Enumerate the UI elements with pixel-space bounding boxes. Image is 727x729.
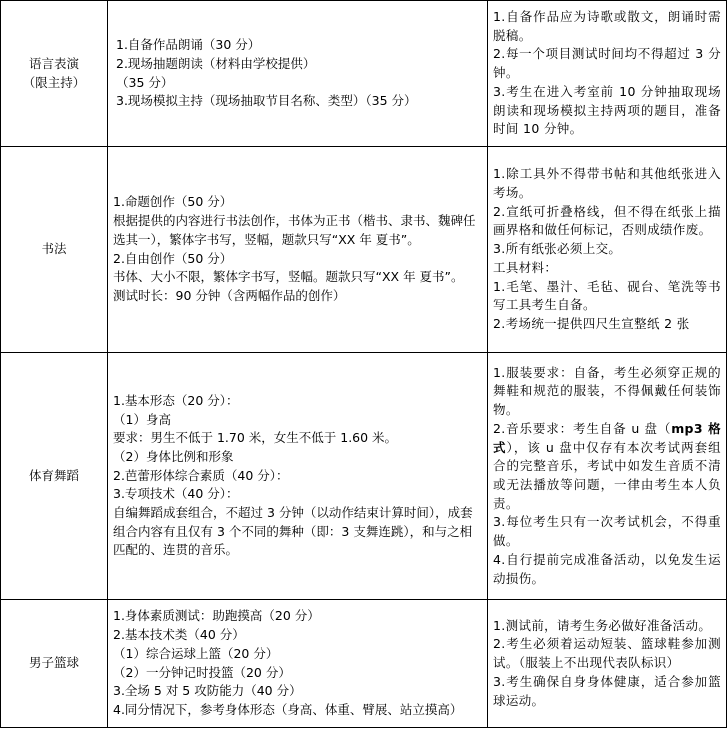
content-line: 要求：男生不低于 1.70 米，女生不低于 1.60 米。 xyxy=(113,430,398,446)
category-cell xyxy=(1,600,108,728)
category-cell xyxy=(1,147,108,353)
content-line: 测试时长：90 分钟（含两幅作品的创作） xyxy=(113,287,346,303)
requirement-line: 2.考生必须着运动短装、篮球鞋参加测试。（服装上不出现代表队标识） xyxy=(493,636,721,671)
content-line: 4.同分情况下，参考身体形态（身高、体重、臂展、站立摸高） xyxy=(113,701,463,717)
requirement-line: 1.测试前，请考生务必做好准备活动。 xyxy=(493,617,712,633)
content-line: 根据提供的内容进行书法创作，书体为正书（楷书、隶书、魏碑任选其一），繁体字书写，竖幅，题款只写“XX 年 夏书”。 xyxy=(113,213,476,247)
requirement-text: ），该 u 盘中仅存有本次考试两套组合的完整音乐，考试中如发生音质不清或无法播放等问题，一律由考生本人负责。 xyxy=(493,439,721,511)
table-row xyxy=(1,353,727,600)
content-line: 3.现场模拟主持（现场抽取节目名称、类型）（35 分） xyxy=(116,93,417,109)
requirement-line: 工具材料： xyxy=(493,259,558,275)
content-line: （1）综合运球上篮（20 分） xyxy=(113,645,279,661)
content-line: 3.专项技术（40 分）： xyxy=(113,486,239,502)
table-row xyxy=(1,600,727,728)
requirements-cell xyxy=(488,147,727,353)
content-cell xyxy=(108,1,488,147)
requirement-line: 3.每位考生只有一次考试机会，不得重做。 xyxy=(493,514,721,549)
requirement-line: 1.服装要求：自备，考生必须穿正规的舞鞋和规范的服装，不得佩戴任何装饰物。 xyxy=(493,364,721,418)
requirement-line: 2.每一个项目测试时间均不得超过 3 分钟。 xyxy=(493,46,721,81)
content-line: 2.现场抽题朗读（材料由学校提供） xyxy=(116,55,316,71)
requirements-cell xyxy=(488,600,727,728)
content-cell xyxy=(108,353,488,600)
content-line: （2）一分钟记时投篮（20 分） xyxy=(113,664,291,680)
content-cell xyxy=(108,147,488,353)
requirements-cell xyxy=(488,1,727,147)
requirement-line: 3.所有纸张必须上交。 xyxy=(493,241,622,257)
content-line: 1.基本形态（20 分）： xyxy=(113,392,239,408)
table-row xyxy=(1,147,727,353)
category-label: 体育舞蹈 xyxy=(28,467,79,483)
requirement-line: 1.毛笔、墨汁、毛毡、砚台、笔洗等书写工具考生自备。 xyxy=(493,278,721,313)
content-line: 1.身体素质测试：助跑摸高（20 分） xyxy=(113,608,320,624)
category-label: 男子篮球 xyxy=(28,655,79,671)
content-line: （35 分） xyxy=(116,74,174,90)
requirement-line: 3.考生确保自身身体健康，适合参加篮球运动。 xyxy=(493,673,721,708)
category-sublabel: （限主持） xyxy=(22,74,86,90)
requirement-line: 3.考生在进入考室前 10 分钟抽取现场朗读和现场模拟主持两项的题目，准备时间 10 分钟。 xyxy=(493,83,721,137)
category-cell xyxy=(1,353,108,600)
content-cell xyxy=(108,600,488,728)
content-line: 1.命题创作（50 分） xyxy=(113,194,233,210)
requirement-line: 1.自备作品应为诗歌或散文，朗诵时需脱稿。 xyxy=(493,9,721,43)
category-label: 语言表演 xyxy=(28,55,79,71)
content-line: 2.芭蕾形体综合素质（40 分）： xyxy=(113,467,289,483)
content-line: 1.自备作品朗诵（30 分） xyxy=(116,37,261,53)
category-cell xyxy=(1,1,108,147)
content-line: 2.自由创作（50 分） xyxy=(113,250,233,266)
requirement-line xyxy=(493,420,721,514)
requirement-emphasis: mp3 格式 xyxy=(493,420,721,455)
category-label: 书法 xyxy=(41,241,67,257)
content-line: 2.基本技术类（40 分） xyxy=(113,627,245,643)
table-row xyxy=(1,1,727,147)
requirements-cell xyxy=(488,353,727,600)
requirement-line: 2.考场统一提供四尺生宣整纸 2 张 xyxy=(493,315,690,331)
requirement-line: 4.自行提前完成准备活动，以免发生运动损伤。 xyxy=(493,551,721,586)
requirement-line: 2.宣纸可折叠格线，但不得在纸张上描画界格和做任何标记，否则成绩作废。 xyxy=(493,203,721,238)
content-line: 书体、大小不限，繁体字书写，竖幅。题款只写“XX 年 夏书”。 xyxy=(113,269,464,285)
content-line: 自编舞蹈成套组合，不超过 3 分钟（以动作结束计算时间），成套组合内容有且仅有 3 个不同的舞种（即：3 支舞连跳），和与之相匹配的、连贯的音乐。 xyxy=(113,505,473,558)
content-line: （1）身高 xyxy=(113,411,171,427)
requirement-text: 2.音乐要求：考生自备 u 盘（ xyxy=(493,420,672,436)
content-line: 3.全场 5 对 5 攻防能力（40 分） xyxy=(113,683,302,699)
requirement-line: 1.除工具外不得带书帖和其他纸张进入考场。 xyxy=(493,166,721,201)
content-line: （2）身体比例和形象 xyxy=(113,448,234,464)
